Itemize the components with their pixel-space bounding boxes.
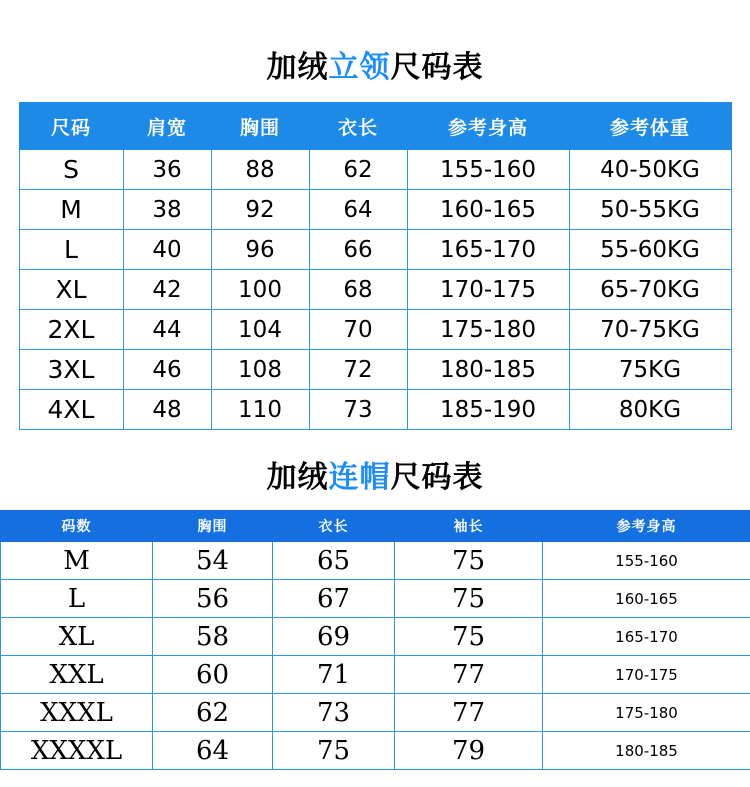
cell-sleeve: 75 xyxy=(395,580,543,618)
cell-height: 175-180 xyxy=(543,694,750,732)
table-header-row xyxy=(1,511,750,542)
column-header-weight: 参考体重 xyxy=(569,103,731,150)
cell-size: XXXXL xyxy=(1,732,153,770)
cell-bust: 54 xyxy=(153,542,273,580)
cell-length: 69 xyxy=(273,618,395,656)
hood-title-suffix: 尺码表 xyxy=(390,461,484,494)
cell-length: 65 xyxy=(273,542,395,580)
cell-length: 71 xyxy=(273,656,395,694)
cell-height: 170-175 xyxy=(407,270,569,310)
hood-title-prefix: 加绒 xyxy=(266,461,329,494)
column-header-size-code: 码数 xyxy=(1,511,153,542)
cell-height: 155-160 xyxy=(407,150,569,190)
cell-bust: 100 xyxy=(211,270,309,310)
cell-length: 67 xyxy=(273,580,395,618)
table-row xyxy=(19,150,731,190)
cell-length: 73 xyxy=(273,694,395,732)
cell-height: 165-170 xyxy=(543,618,750,656)
cell-length: 73 xyxy=(309,390,407,430)
cell-size: 4XL xyxy=(19,390,123,430)
cell-sleeve: 79 xyxy=(395,732,543,770)
cell-weight: 70-75KG xyxy=(569,310,731,350)
table-row xyxy=(19,230,731,270)
table-row xyxy=(19,350,731,390)
cell-bust: 108 xyxy=(211,350,309,390)
hood-title-accent: 连帽 xyxy=(328,461,391,494)
cell-bust: 92 xyxy=(211,190,309,230)
cell-shoulder: 46 xyxy=(123,350,211,390)
table-row xyxy=(1,618,750,656)
table-row xyxy=(19,190,731,230)
table-header-row xyxy=(19,103,731,150)
cell-height: 165-170 xyxy=(407,230,569,270)
collar-title-prefix: 加绒 xyxy=(266,51,329,84)
cell-weight: 50-55KG xyxy=(569,190,731,230)
cell-height: 160-165 xyxy=(407,190,569,230)
cell-size: M xyxy=(19,190,123,230)
cell-shoulder: 40 xyxy=(123,230,211,270)
table-row xyxy=(19,310,731,350)
cell-weight: 80KG xyxy=(569,390,731,430)
column-header-shoulder: 肩宽 xyxy=(123,103,211,150)
cell-weight: 65-70KG xyxy=(569,270,731,310)
cell-length: 62 xyxy=(309,150,407,190)
cell-weight: 40-50KG xyxy=(569,150,731,190)
cell-length: 66 xyxy=(309,230,407,270)
cell-bust: 62 xyxy=(153,694,273,732)
cell-weight: 75KG xyxy=(569,350,731,390)
cell-height: 185-190 xyxy=(407,390,569,430)
collar-title-accent: 立领 xyxy=(328,51,391,84)
cell-bust: 104 xyxy=(211,310,309,350)
table-row xyxy=(1,580,750,618)
cell-bust: 58 xyxy=(153,618,273,656)
table-row xyxy=(19,390,731,430)
column-header-height: 参考身高 xyxy=(543,511,750,542)
cell-height: 180-185 xyxy=(407,350,569,390)
cell-size: L xyxy=(19,230,123,270)
cell-shoulder: 44 xyxy=(123,310,211,350)
cell-shoulder: 36 xyxy=(123,150,211,190)
table-row xyxy=(1,542,750,580)
table-row xyxy=(1,732,750,770)
cell-weight: 55-60KG xyxy=(569,230,731,270)
cell-size: XL xyxy=(1,618,153,656)
hood-size-table xyxy=(0,510,750,770)
cell-bust: 56 xyxy=(153,580,273,618)
cell-size: L xyxy=(1,580,153,618)
cell-bust: 64 xyxy=(153,732,273,770)
cell-size: 2XL xyxy=(19,310,123,350)
cell-sleeve: 75 xyxy=(395,542,543,580)
table-row xyxy=(1,694,750,732)
collar-size-table xyxy=(19,102,732,430)
collar-chart-title xyxy=(0,0,750,102)
cell-height: 155-160 xyxy=(543,542,750,580)
cell-length: 64 xyxy=(309,190,407,230)
cell-size: XXXL xyxy=(1,694,153,732)
cell-size: S xyxy=(19,150,123,190)
column-header-length: 衣长 xyxy=(309,103,407,150)
cell-height: 175-180 xyxy=(407,310,569,350)
cell-length: 75 xyxy=(273,732,395,770)
cell-bust: 96 xyxy=(211,230,309,270)
cell-size: XL xyxy=(19,270,123,310)
hood-chart-title xyxy=(0,430,750,510)
column-header-bust: 胸围 xyxy=(211,103,309,150)
cell-bust: 88 xyxy=(211,150,309,190)
cell-size: XXL xyxy=(1,656,153,694)
column-header-height: 参考身高 xyxy=(407,103,569,150)
cell-size: M xyxy=(1,542,153,580)
cell-size: 3XL xyxy=(19,350,123,390)
column-header-length: 衣长 xyxy=(273,511,395,542)
collar-title-suffix: 尺码表 xyxy=(390,51,484,84)
column-header-sleeve: 袖长 xyxy=(395,511,543,542)
table-row xyxy=(19,270,731,310)
table-row xyxy=(1,656,750,694)
cell-height: 160-165 xyxy=(543,580,750,618)
cell-sleeve: 77 xyxy=(395,694,543,732)
cell-shoulder: 42 xyxy=(123,270,211,310)
cell-sleeve: 77 xyxy=(395,656,543,694)
cell-length: 68 xyxy=(309,270,407,310)
cell-length: 72 xyxy=(309,350,407,390)
column-header-bust: 胸围 xyxy=(153,511,273,542)
cell-shoulder: 48 xyxy=(123,390,211,430)
cell-bust: 110 xyxy=(211,390,309,430)
cell-bust: 60 xyxy=(153,656,273,694)
cell-shoulder: 38 xyxy=(123,190,211,230)
column-header-size: 尺码 xyxy=(19,103,123,150)
cell-height: 170-175 xyxy=(543,656,750,694)
cell-sleeve: 75 xyxy=(395,618,543,656)
cell-height: 180-185 xyxy=(543,732,750,770)
cell-length: 70 xyxy=(309,310,407,350)
